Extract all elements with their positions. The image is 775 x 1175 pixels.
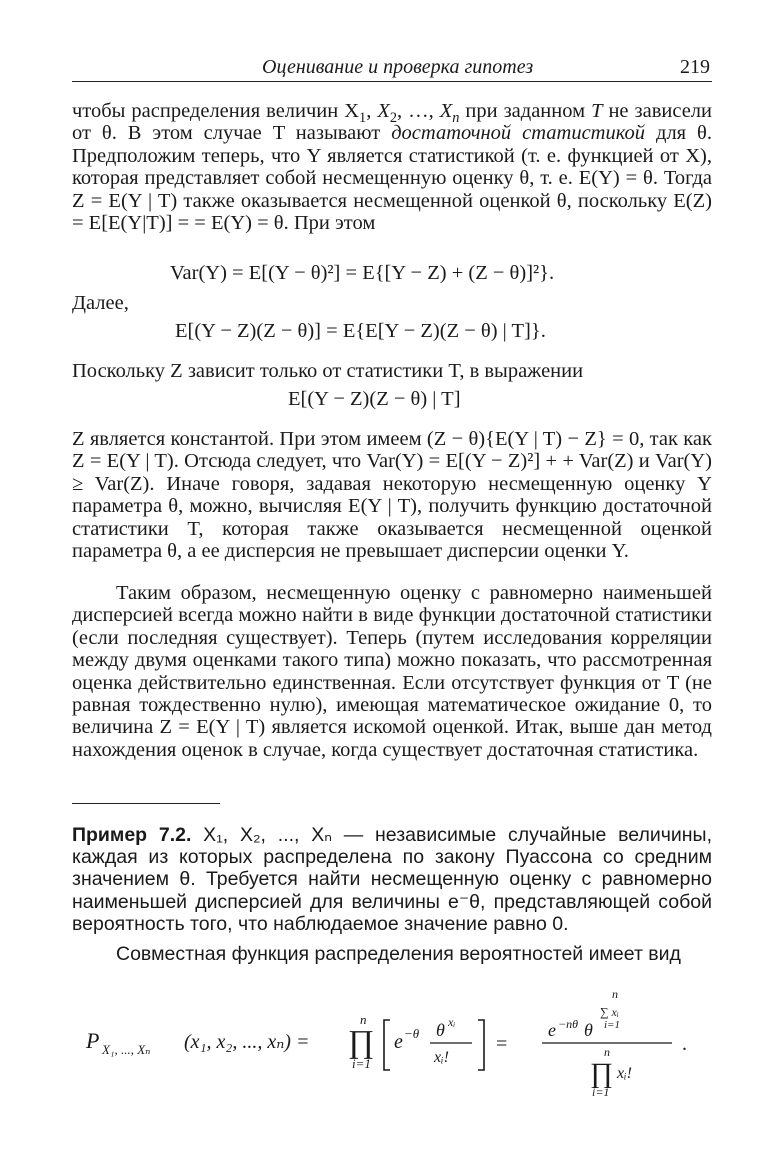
example-para2: Совместная функция распределения вероятностей имеет вид bbox=[116, 943, 681, 966]
product-icon: ∏ bbox=[348, 1023, 375, 1059]
para2-text: Поскольку Z зависит только от статистики T, в выражении bbox=[72, 360, 584, 382]
paragraph-2 bbox=[72, 360, 712, 382]
final-period: . bbox=[682, 1033, 687, 1055]
rhs-num-theta-sup: ∑ xᵢ bbox=[600, 1005, 619, 1019]
paragraph-1: чтобы распределения величин $X_1$, $X_2$, …, $X_n$ при заданном T не зависели от θ. В этом случае T называют достаточной статистикой для θ. Предположим теперь, что Y является статистикой (т. е. функцией от X), которая представляет собой несмещенную оценку θ, т. е. E(Y) = θ. Тогда Z = E(Y | T) также оказывается несмещенной оценкой θ, поскольку E(Z) = E[E(Y|T)] = = E(Y) = θ. При этом bbox=[72, 100, 713, 235]
para3-text: Z является константой. При этом имеем (Z − θ){E(Y | T) − Z} = 0, так как Z = E(Y | T). Отсюда следует, что Var(Y) = E[(Y − Z)²] + + Var(Z) и Var(Y) ≥ Var(Z). Иначе говоря, задавая некоторую несмещенную оценку Y параметра θ, можно, вычисляя E(Y | T), получить функцию достаточной статистики T, которая также оказывается несмещенной оценкой параметра θ, а ее дисперсия не превышает дисперсии оценки Y. bbox=[72, 428, 712, 563]
section-rule bbox=[72, 803, 220, 804]
rhs-den: xᵢ! bbox=[617, 1065, 632, 1082]
rhs-sum-top: n bbox=[612, 990, 618, 1001]
frac-num: θ bbox=[436, 1020, 445, 1040]
further-label bbox=[72, 292, 712, 314]
rhs-num-theta: θ bbox=[584, 1020, 593, 1040]
page-header bbox=[72, 54, 712, 80]
running-title: Оценивание и проверка гипотез bbox=[262, 56, 534, 78]
rhs-den-top: n bbox=[604, 1045, 610, 1059]
joint-distribution-formula bbox=[72, 990, 712, 1100]
example-label: Пример 7.2. bbox=[72, 824, 192, 846]
para1-start: чтобы распределения величин X bbox=[72, 100, 360, 122]
para1-mid: не зависели от θ. В этом случае T называют bbox=[72, 100, 713, 145]
frac-num-sup: xᵢ bbox=[448, 1015, 456, 1029]
para1-end: для θ. Предположим теперь, что Y является статистикой (т. е. функцией от X), которая представляет собой несмещенную оценку θ, т. е. E(Y) = θ. Тогда Z = E(Y | T) также оказывается несмещенной оценкой θ, поскольку E(Z) = E[E(Y|T)] = = E(Y) = θ. При этом bbox=[72, 122, 712, 235]
equation-var: Var(Y) = E[(Y − θ)²] = E{[Y − Z) + (Z − θ)]²}. bbox=[170, 262, 555, 284]
para1-term: достаточной статистикой bbox=[391, 122, 646, 145]
example-text: X₁, X₂, ..., Xₙ — независимые случайные величины, каждая из которых распределена по закону Пуассона со средним значением θ. Требуется найти несмещенную оценку с равномерно наименьшей дисперсией для величины e⁻θ, представляющей собой вероятность того, что наблюдаемое значение равно 0. bbox=[72, 824, 712, 935]
left-bracket bbox=[384, 1020, 390, 1070]
paragraph-3 bbox=[72, 428, 712, 562]
frac-den: xᵢ! bbox=[434, 1049, 449, 1066]
prod-bottom: i=1 bbox=[352, 1056, 371, 1071]
example-block bbox=[72, 824, 712, 965]
para4-text: Таким образом, несмещенную оценку с равномерно наименьшей дисперсией всегда можно найти в виде функции достаточной статистики (если последняя существует). Теперь (путем исследования корреляции между двумя оценками такого типа) можно показать, что рассмотренная оценка действительно единственная. Если отсутствует функция от T (не равная тождественно нулю), имеющая математическое ожидание 0, то величина Z = E(Y | T) является искомой оценкой. Итак, выше дан метод нахождения оценок в случае, когда существует достаточная статистика. bbox=[72, 582, 712, 761]
formula-lhs: P bbox=[86, 1028, 100, 1053]
page-number: 219 bbox=[680, 56, 710, 78]
rhs-sum-bottom: i=1 bbox=[604, 1019, 620, 1031]
right-bracket bbox=[478, 1020, 484, 1070]
rhs-den-bottom: i=1 bbox=[592, 1085, 610, 1099]
equation-conditional: E[(Y − Z)(Z − θ) | T] bbox=[288, 388, 461, 410]
header-rule bbox=[72, 81, 712, 82]
formula-svg bbox=[72, 990, 712, 1100]
formula-lhs-args: (x₁, x₂, ..., xₙ) = bbox=[184, 1031, 310, 1053]
paragraph-4 bbox=[72, 582, 712, 761]
bracket-exp-sup: −θ bbox=[404, 1026, 420, 1041]
formula-lhs-sub: X₁, ..., Xₙ bbox=[102, 1042, 151, 1057]
equals-sign: = bbox=[496, 1033, 508, 1055]
rhs-num: e bbox=[548, 1020, 556, 1040]
further-text: Далее, bbox=[72, 292, 129, 314]
prod-top: n bbox=[360, 1012, 367, 1027]
rhs-product-icon: ∏ bbox=[590, 1058, 614, 1089]
bracket-exp: e bbox=[394, 1031, 403, 1053]
equation-cross: E[(Y − Z)(Z − θ)] = E{E[Y − Z)(Z − θ) | T]}. bbox=[175, 320, 546, 342]
rhs-num-sup: −nθ bbox=[558, 1017, 578, 1031]
